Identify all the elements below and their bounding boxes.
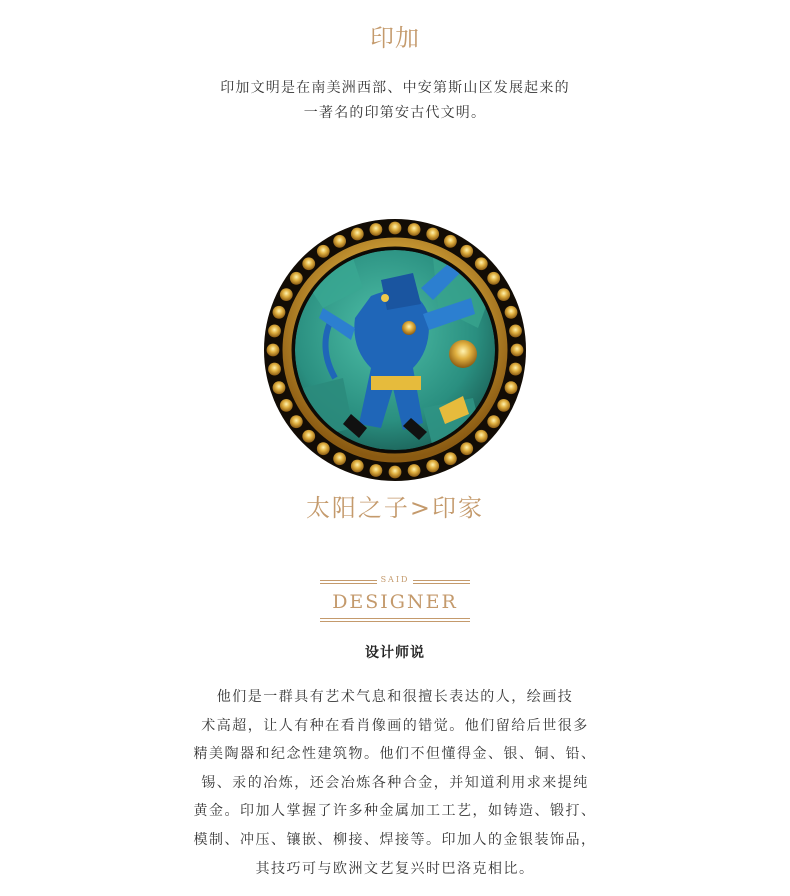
sun-son-ornament-image (263, 218, 527, 482)
gold-bead (505, 381, 518, 394)
gold-bead (302, 430, 315, 443)
gold-bead (497, 399, 510, 412)
gold-bead (333, 235, 346, 248)
gold-bead (505, 306, 518, 319)
gold-bead (290, 415, 303, 428)
body-line: 模制、冲压、镶嵌、柳接、焊接等。印加人的金银装饰品， (193, 831, 597, 848)
designer-badge (320, 576, 470, 626)
badge-rule (320, 621, 470, 622)
gold-bead (290, 272, 303, 285)
badge-designer-word: DESIGNER (332, 591, 458, 613)
gold-bead (426, 228, 439, 241)
gold-bead (426, 460, 439, 473)
body-line: 其技巧可与欧洲文艺复兴时巴洛克相比。 (255, 860, 535, 877)
badge-said-text: SAID (377, 575, 414, 584)
gold-bead (475, 257, 488, 270)
intro-text (0, 76, 790, 126)
gold-bead (509, 363, 522, 376)
gold-bead (333, 452, 346, 465)
gold-bead (273, 306, 286, 319)
gold-bead (389, 466, 402, 479)
gold-bead (408, 464, 421, 477)
badge-said-label (320, 575, 470, 584)
gold-bead (370, 464, 383, 477)
body-line: 精美陶器和纪念性建筑物。他们不但懂得金、银、铜、铅、 (193, 746, 597, 763)
gold-bead (317, 245, 330, 258)
designer-body-text (0, 683, 790, 883)
gold-bead (351, 228, 364, 241)
gold-bead (273, 381, 286, 394)
designer-subtitle: 设计师说 (365, 645, 425, 661)
body-line: 他们是一群具有艺术气息和很擅长表达的人，绘画技 (216, 689, 574, 705)
gold-bead (389, 222, 402, 235)
gold-bead (302, 257, 315, 270)
artifact-caption: 太阳之子>印家 (305, 494, 485, 522)
gold-bead (475, 430, 488, 443)
gold-bead (280, 288, 293, 301)
gold-bead (268, 363, 281, 376)
intro-line: 印加文明是在南美洲西部、中安第斯山区发展起来的 (220, 80, 570, 96)
body-line: 黄金。印加人掌握了许多种金属加工工艺，如铸造、锻打、 (193, 803, 597, 820)
gold-bead (487, 415, 500, 428)
gold-bead (408, 223, 421, 236)
gold-bead (511, 344, 524, 357)
gold-bead (460, 245, 473, 258)
gold-bead (444, 452, 457, 465)
gold-bead (509, 325, 522, 338)
gold-bead (497, 288, 510, 301)
gold-bead (280, 399, 293, 412)
body-line: 锡、汞的冶炼，还会冶炼各种合金，并知道利用求来提纯 (201, 774, 589, 791)
body-line: 术高超，让人有种在看肖像画的错觉。他们留给后世很多 (201, 717, 589, 734)
gold-bead (267, 344, 280, 357)
gold-bead (370, 223, 383, 236)
gold-bead (487, 272, 500, 285)
gold-bead (444, 235, 457, 248)
gold-bead (317, 442, 330, 455)
gold-bead (460, 442, 473, 455)
gold-bead (268, 325, 281, 338)
page-title: 印加 (370, 24, 420, 52)
intro-line: 一著名的印第安古代文明。 (303, 105, 487, 121)
badge-rule (320, 618, 470, 619)
gold-bead (351, 460, 364, 473)
